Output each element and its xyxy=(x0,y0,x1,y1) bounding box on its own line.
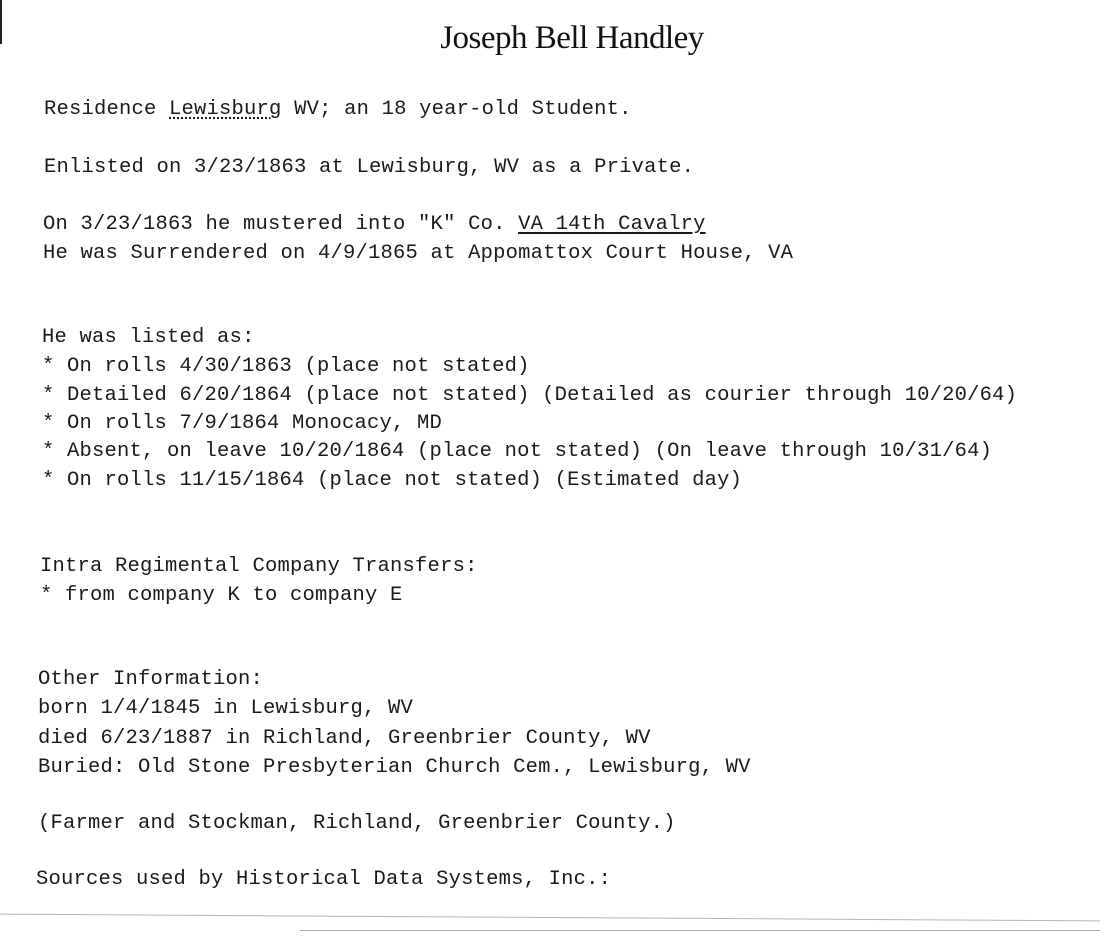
mustered-line xyxy=(43,213,706,236)
transfer-item: * from company K to company E xyxy=(40,584,403,607)
listed-item: * On rolls 7/9/1864 Monocacy, MD xyxy=(42,412,443,435)
unit-name: VA 14th Cavalry xyxy=(518,213,706,236)
scan-edge-mark xyxy=(0,0,2,44)
sources-heading: Sources used by Historical Data Systems, Inc.: xyxy=(36,868,612,891)
residence-place: Lewisburg xyxy=(169,98,282,121)
other-info-item: born 1/4/1845 in Lewisburg, WV xyxy=(38,697,414,720)
residence-line xyxy=(44,98,632,121)
enlisted-line: Enlisted on 3/23/1863 at Lewisburg, WV as a Private. xyxy=(44,156,695,179)
listed-item: * On rolls 11/15/1864 (place not stated) (Estimated day) xyxy=(42,469,743,492)
surrendered-line: He was Surrendered on 4/9/1865 at Appomattox Court House, VA xyxy=(43,242,794,265)
transfers-heading: Intra Regimental Company Transfers: xyxy=(40,555,478,578)
other-info-heading: Other Information: xyxy=(38,668,264,691)
mustered-prefix: On 3/23/1863 he mustered into "K" Co. xyxy=(43,213,519,236)
listed-item: * Absent, on leave 10/20/1864 (place not stated) (On leave through 10/31/64) xyxy=(42,440,993,463)
listed-item: * On rolls 4/30/1863 (place not stated) xyxy=(42,355,530,378)
other-info-item: died 6/23/1887 in Richland, Greenbrier County, WV xyxy=(38,727,651,750)
listed-heading: He was listed as: xyxy=(42,326,255,349)
listed-item: * Detailed 6/20/1864 (place not stated) (Detailed as courier through 10/20/64) xyxy=(42,384,1018,407)
other-info-item: Buried: Old Stone Presbyterian Church Cem., Lewisburg, WV xyxy=(38,756,751,779)
occupation-line: (Farmer and Stockman, Richland, Greenbrier County.) xyxy=(38,812,676,835)
page-fold-line xyxy=(0,914,1100,922)
page-fold-line xyxy=(300,930,1100,931)
residence-suffix: WV; an 18 year-old Student. xyxy=(281,98,632,121)
document-title: Joseph Bell Handley xyxy=(440,20,704,56)
residence-prefix: Residence xyxy=(44,98,170,121)
